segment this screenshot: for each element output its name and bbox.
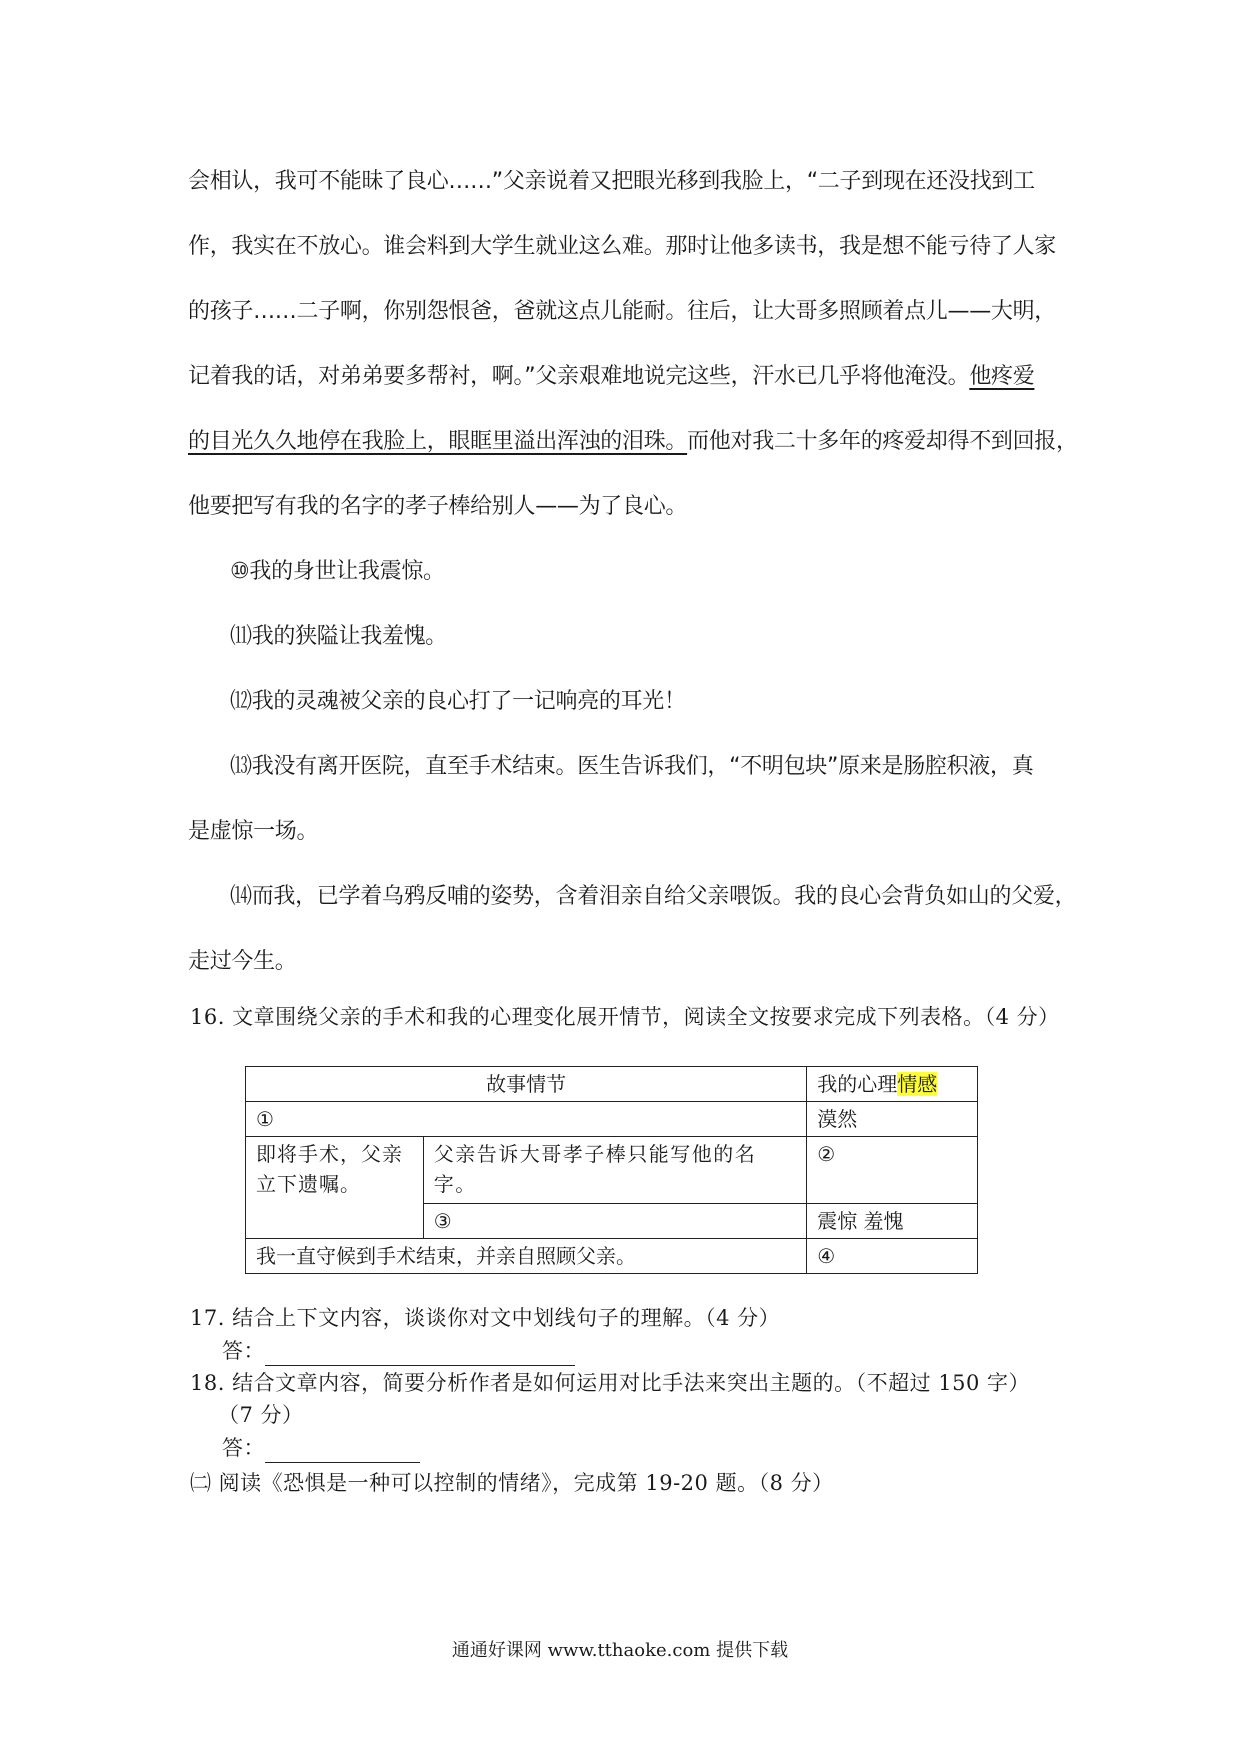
paragraph-line: 的孩子……二子啊，你别怨恨爸，爸就这点儿能耐。往后，让大哥多照顾着点儿——大明，	[188, 299, 1057, 324]
header-plot: 故事情节	[246, 1067, 807, 1102]
cell-blank-1[interactable]: ①	[246, 1102, 807, 1137]
paragraph-line: 他要把写有我的名字的孝子棒给别人——为了良心。	[188, 494, 688, 519]
question-18-score: （7 分）	[218, 1403, 304, 1427]
paragraph-line: 作，我实在不放心。谁会料到大学生就业这么难。那时让他多读书，我是想不能亏待了人家	[188, 234, 1057, 259]
plain-text: 记着我的话，对弟弟要多帮衬，啊。”父亲艰难地说完这些，汗水已几乎将他淹没。	[188, 364, 970, 389]
cell-feeling: 漠然	[807, 1102, 978, 1137]
paragraph-13: ⒀我没有离开医院，直至手术结束。医生告诉我们，“不明包块”原来是肠腔积液，真	[230, 754, 1034, 779]
header-feeling	[807, 1067, 978, 1102]
paragraph-line	[188, 362, 1058, 392]
plain-text: 而他对我二十多年的疼爱却得不到回报，	[687, 429, 1078, 454]
question-16: 16. 文章围绕父亲的手术和我的心理变化展开情节，阅读全文按要求完成下列表格。（4 分）	[190, 1005, 1060, 1029]
paragraph-line: 是虚惊一场。	[188, 819, 319, 844]
answer-label: 答：	[222, 1436, 265, 1460]
paragraph-line: 走过今生。	[188, 949, 297, 974]
question-18: 18. 结合文章内容，简要分析作者是如何运用对比手法来突出主题的。（不超过 150 字）	[190, 1371, 1031, 1395]
cell-blank-2[interactable]: ②	[807, 1137, 978, 1204]
underlined-sentence: 的目光久久地停在我脸上，眼眶里溢出浑浊的泪珠。	[188, 429, 688, 454]
table-row	[246, 1102, 978, 1137]
table-row	[246, 1067, 978, 1102]
paragraph-12: ⑿我的灵魂被父亲的良心打了一记响亮的耳光！	[230, 689, 686, 714]
answer-line-18	[222, 1433, 420, 1463]
cell-plot: 我一直守候到手术结束，并亲自照顾父亲。	[246, 1239, 807, 1274]
paragraph-11: ⑾我的狭隘让我羞愧。	[230, 624, 448, 649]
answer-blank[interactable]	[265, 1343, 575, 1366]
footer: 通通好课网 www.tthaoke.com 提供下载	[451, 1640, 789, 1661]
paragraph-14: ⒁而我，已学着乌鸦反哺的姿势，含着泪亲自给父亲喂饭。我的良心会背负如山的父爱，	[230, 884, 1077, 909]
paragraph-line	[188, 427, 1078, 457]
answer-blank[interactable]	[265, 1440, 420, 1463]
underlined-sentence: 他疼爱	[969, 364, 1035, 389]
paragraph-line: 会相认，我可不能昧了良心……”父亲说着又把眼光移到我脸上，“二子到现在还没找到工	[188, 169, 1035, 194]
cell-blank-3[interactable]: ③	[423, 1204, 806, 1239]
answer-label: 答：	[222, 1339, 265, 1363]
header-feel-text: 我的心理	[817, 1072, 898, 1096]
highlighted-text: 情感	[897, 1072, 938, 1096]
cell-plot: 父亲告诉大哥孝子棒只能写他的名字。	[423, 1137, 806, 1204]
table-row	[246, 1137, 978, 1204]
answer-line-17	[222, 1336, 575, 1366]
plot-feeling-table	[245, 1066, 978, 1274]
question-17: 17. 结合上下文内容，谈谈你对文中划线句子的理解。（4 分）	[190, 1306, 781, 1330]
paragraph-10: ⑩我的身世让我震惊。	[230, 559, 445, 584]
section-2-heading: ㈡ 阅读《恐惧是一种可以控制的情绪》，完成第 19-20 题。（8 分）	[190, 1471, 834, 1495]
cell-feeling: 震惊 羞愧	[807, 1204, 978, 1239]
cell-blank-4[interactable]: ④	[807, 1239, 978, 1274]
cell-plot-left: 即将手术，父亲立下遗嘱。	[246, 1137, 424, 1239]
table-row	[246, 1239, 978, 1274]
